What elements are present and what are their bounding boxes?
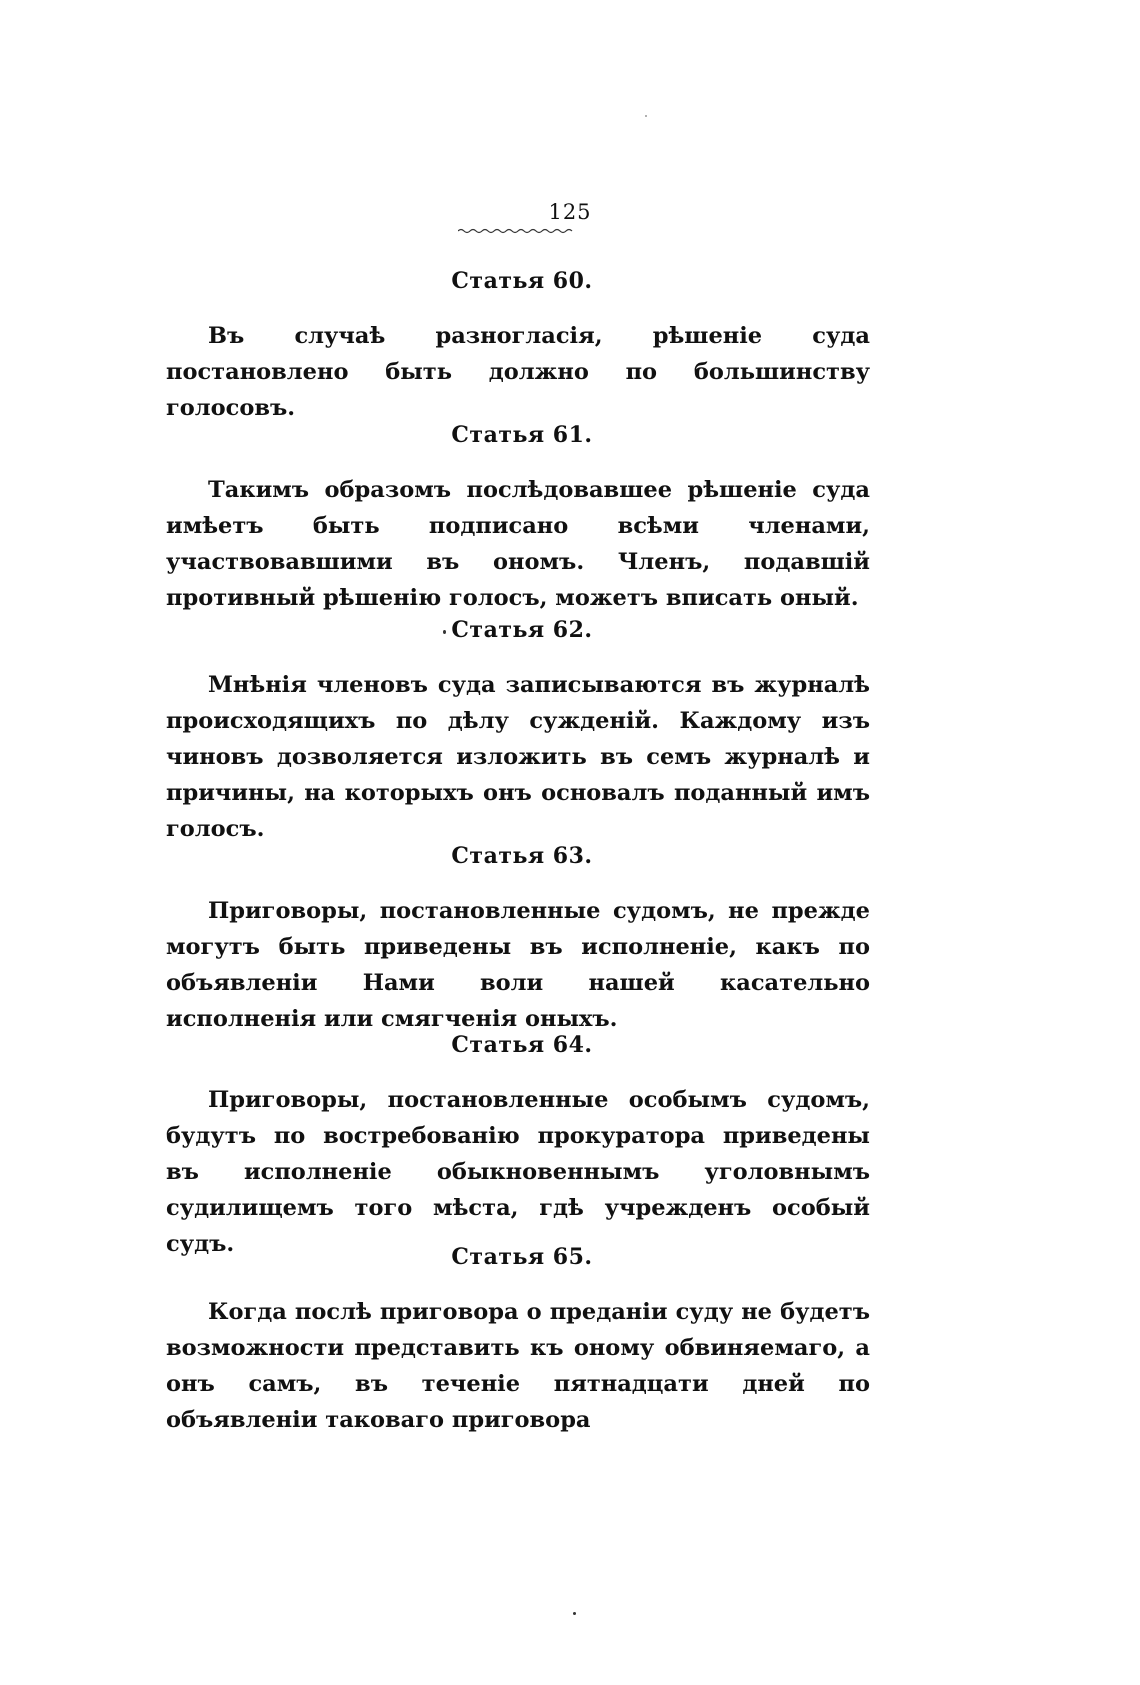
article-65	[166, 1244, 870, 1438]
page-number-ornament	[458, 227, 576, 235]
article-text: Такимъ образомъ послѣдовавшее рѣшеніе суда имѣетъ быть подписано всѣми членами, участвовавшими въ ономъ. Членъ, подавшій противный рѣшенію голосъ, можетъ вписать оный.	[166, 477, 870, 611]
scan-speck	[443, 630, 446, 634]
scan-speck	[645, 115, 647, 117]
article-text: Въ случаѣ разногласія, рѣшеніе суда постановлено быть должно по большинству голосовъ.	[166, 323, 870, 421]
article-heading: Статья 64.	[451, 1032, 593, 1058]
article-63	[166, 843, 870, 1037]
article-heading: Статья 65.	[451, 1244, 593, 1270]
article-62	[166, 617, 870, 847]
article-64	[166, 1032, 870, 1262]
article-60	[166, 268, 870, 426]
article-heading: Статья 61.	[451, 422, 593, 448]
article-text: Мнѣнія членовъ суда записываются въ журналѣ происходящихъ по дѣлу сужденій. Каждому изъ чиновъ дозволяется изложить въ семъ журналѣ и причины, на которыхъ онъ основалъ поданный имъ голосъ.	[166, 672, 870, 842]
scan-speck	[573, 1612, 576, 1615]
article-heading: Статья 63.	[451, 843, 593, 869]
article-text: Приговоры, постановленные судомъ, не прежде могутъ быть приведены въ исполненіе, какъ по объявленіи Нами воли нашей касательно исполненія или смягченія оныхъ.	[166, 898, 870, 1032]
article-text: Когда послѣ приговора о преданіи суду не будетъ возможности представить къ оному обвиняемаго, а онъ самъ, въ теченіе пятнадцати дней по объявленіи таковаго приговора	[166, 1299, 870, 1433]
article-text: Приговоры, постановленные особымъ судомъ, будутъ по востребованію прокуратора приведены въ исполненіе обыкновеннымъ уголовнымъ судилищемъ того мѣста, гдѣ учрежденъ особый судъ.	[166, 1087, 870, 1257]
article-heading: Статья 62.	[451, 617, 593, 643]
article-heading: Статья 60.	[451, 268, 593, 294]
article-61	[166, 422, 870, 616]
page-number: 125	[548, 200, 592, 224]
